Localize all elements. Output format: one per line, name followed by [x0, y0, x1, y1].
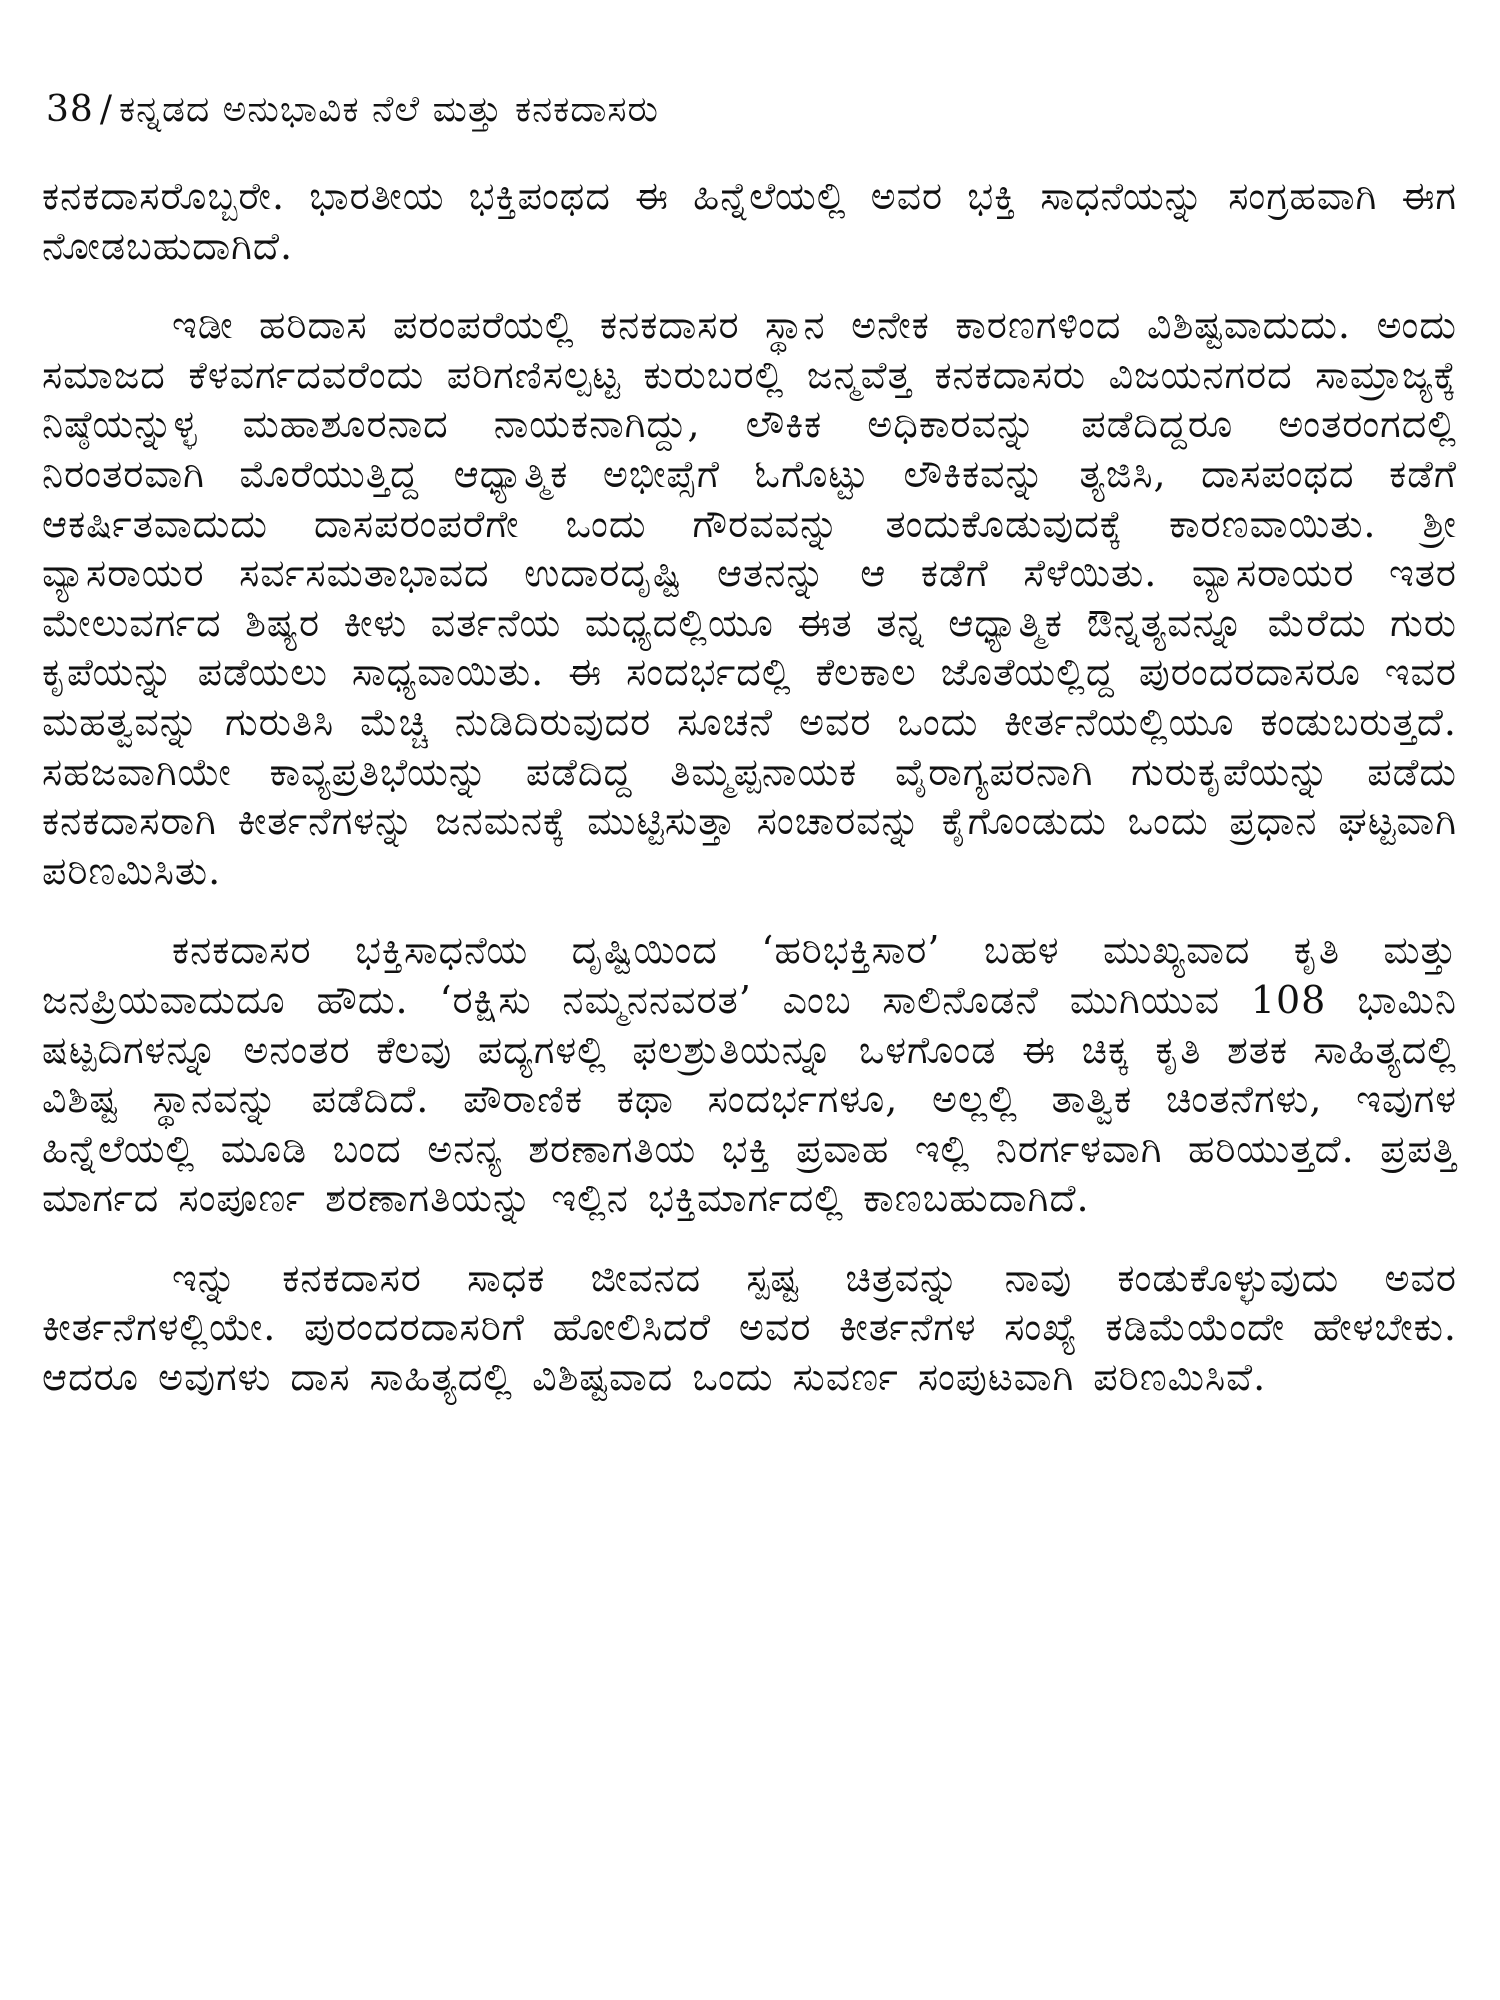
book-title: ಕನ್ನಡದ ಅನುಭಾವಿಕ ನೆಲೆ ಮತ್ತು ಕನಕದಾಸರು	[118, 89, 659, 130]
paragraph-continued: ಕನಕದಾಸರೊಬ್ಬರೇ. ಭಾರತೀಯ ಭಕ್ತಿಪಂಥದ ಈ ಹಿನ್ನೆಲೆಯಲ್ಲಿ ಅವರ ಭಕ್ತಿ ಸಾಧನೆಯನ್ನು ಸಂಗ್ರಹವಾಗಿ ಈಗ ನೋಡಬಹುದಾಗಿದೆ.	[42, 174, 1457, 268]
paragraph: ಇಡೀ ಹರಿದಾಸ ಪರಂಪರೆಯಲ್ಲಿ ಕನಕದಾಸರ ಸ್ಥಾನ ಅನೇಕ ಕಾರಣಗಳಿಂದ ವಿಶಿಷ್ಟವಾದುದು. ಅಂದು ಸಮಾಜದ ಕೆಳವರ್ಗದವರೆಂದು ಪರಿಗಣಿಸಲ್ಪಟ್ಟ ಕುರುಬರಲ್ಲಿ ಜನ್ಮವೆತ್ತ ಕನಕದಾಸರು ವಿಜಯನಗರದ ಸಾಮ್ರಾಜ್ಯಕ್ಕೆ ನಿಷ್ಠೆಯನ್ನುಳ್ಳ ಮಹಾಶೂರನಾದ ನಾಯಕನಾಗಿದ್ದು, ಲೌಕಿಕ ಅಧಿಕಾರವನ್ನು ಪಡೆದಿದ್ದರೂ ಅಂತರಂಗದಲ್ಲಿ ನಿರಂತರವಾಗಿ ಮೊರೆಯುತ್ತಿದ್ದ ಆಧ್ಯಾತ್ಮಿಕ ಅಭೀಪ್ಸೆಗೆ ಓಗೊಟ್ಟು ಲೌಕಿಕವನ್ನು ತ್ಯಜಿಸಿ, ದಾಸಪಂಥದ ಕಡೆಗೆ ಆಕರ್ಷಿತವಾದುದು ದಾಸಪರಂಪರೆಗೇ ಒಂದು ಗೌರವವನ್ನು ತಂದುಕೊಡುವುದಕ್ಕೆ ಕಾರಣವಾಯಿತು. ಶ್ರೀ ವ್ಯಾಸರಾಯರ ಸರ್ವಸಮತಾಭಾವದ ಉದಾರದೃಷ್ಟಿ ಆತನನ್ನು ಆ ಕಡೆಗೆ ಸೆಳೆಯಿತು. ವ್ಯಾಸರಾಯರ ಇತರ ಮೇಲುವರ್ಗದ ಶಿಷ್ಯರ ಕೀಳು ವರ್ತನೆಯ ಮಧ್ಯದಲ್ಲಿಯೂ ಈತ ತನ್ನ ಆಧ್ಯಾತ್ಮಿಕ ಔನ್ನತ್ಯವನ್ನೂ ಮೆರೆದು ಗುರು ಕೃಪೆಯನ್ನು ಪಡೆಯಲು ಸಾಧ್ಯವಾಯಿತು. ಈ ಸಂದರ್ಭದಲ್ಲಿ ಕೆಲಕಾಲ ಜೊತೆಯಲ್ಲಿದ್ದ ಪುರಂದರದಾಸರೂ ಇವರ ಮಹತ್ವವನ್ನು ಗುರುತಿಸಿ ಮೆಚ್ಚಿ ನುಡಿದಿರುವುದರ ಸೂಚನೆ ಅವರ ಒಂದು ಕೀರ್ತನೆಯಲ್ಲಿಯೂ ಕಂಡುಬರುತ್ತದೆ. ಸಹಜವಾಗಿಯೇ ಕಾವ್ಯಪ್ರತಿಭೆಯನ್ನು ಪಡೆದಿದ್ದ ತಿಮ್ಮಪ್ಪನಾಯಕ ವೈರಾಗ್ಯಪರನಾಗಿ ಗುರುಕೃಪೆಯನ್ನು ಪಡೆದು ಕನಕದಾಸರಾಗಿ ಕೀರ್ತನೆಗಳನ್ನು ಜನಮನಕ್ಕೆ ಮುಟ್ಟಿಸುತ್ತಾ ಸಂಚಾರವನ್ನು ಕೈಗೊಂಡುದು ಒಂದು ಪ್ರಧಾನ ಘಟ್ಟವಾಗಿ ಪರಿಣಮಿಸಿತು.	[42, 303, 1457, 893]
book-page	[42, 78, 1457, 1433]
paragraph: ಇನ್ನು ಕನಕದಾಸರ ಸಾಧಕ ಜೀವನದ ಸ್ಪಷ್ಟ ಚಿತ್ರವನ್ನು ನಾವು ಕಂಡುಕೊಳ್ಳುವುದು ಅವರ ಕೀರ್ತನೆಗಳಲ್ಲಿಯೇ. ಪುರಂದರದಾಸರಿಗೆ ಹೋಲಿಸಿದರೆ ಅವರ ಕೀರ್ತನೆಗಳ ಸಂಖ್ಯೆ ಕಡಿಮೆಯೆಂದೇ ಹೇಳಬೇಕು. ಆದರೂ ಅವುಗಳು ದಾಸ ಸಾಹಿತ್ಯದಲ್ಲಿ ವಿಶಿಷ್ಟವಾದ ಒಂದು ಸುವರ್ಣ ಸಂಪುಟವಾಗಿ ಪರಿಣಮಿಸಿವೆ.	[42, 1255, 1457, 1400]
page-number: 38	[46, 89, 94, 130]
running-header	[46, 78, 1457, 142]
header-separator: /	[99, 89, 113, 130]
paragraph: ಕನಕದಾಸರ ಭಕ್ತಿಸಾಧನೆಯ ದೃಷ್ಟಿಯಿಂದ ‘ಹರಿಭಕ್ತಿಸಾರ’ ಬಹಳ ಮುಖ್ಯವಾದ ಕೃತಿ ಮತ್ತು ಜನಪ್ರಿಯವಾದುದೂ ಹೌದು. ‘ರಕ್ಷಿಸು ನಮ್ಮನನವರತ’ ಎಂಬ ಸಾಲಿನೊಡನೆ ಮುಗಿಯುವ 108 ಭಾಮಿನಿ ಷಟ್ಪದಿಗಳನ್ನೂ ಅನಂತರ ಕೆಲವು ಪದ್ಯಗಳಲ್ಲಿ ಫಲಶ್ರುತಿಯನ್ನೂ ಒಳಗೊಂಡ ಈ ಚಿಕ್ಕ ಕೃತಿ ಶತಕ ಸಾಹಿತ್ಯದಲ್ಲಿ ವಿಶಿಷ್ಟ ಸ್ಥಾನವನ್ನು ಪಡೆದಿದೆ. ಪೌರಾಣಿಕ ಕಥಾ ಸಂದರ್ಭಗಳೂ, ಅಲ್ಲಲ್ಲಿ ತಾತ್ವಿಕ ಚಿಂತನೆಗಳು, ಇವುಗಳ ಹಿನ್ನೆಲೆಯಲ್ಲಿ ಮೂಡಿ ಬಂದ ಅನನ್ಯ ಶರಣಾಗತಿಯ ಭಕ್ತಿ ಪ್ರವಾಹ ಇಲ್ಲಿ ನಿರರ್ಗಳವಾಗಿ ಹರಿಯುತ್ತದೆ. ಪ್ರಪತ್ತಿ ಮಾರ್ಗದ ಸಂಪೂರ್ಣ ಶರಣಾಗತಿಯನ್ನು ಇಲ್ಲಿನ ಭಕ್ತಿಮಾರ್ಗದಲ್ಲಿ ಕಾಣಬಹುದಾಗಿದೆ.	[42, 928, 1457, 1221]
